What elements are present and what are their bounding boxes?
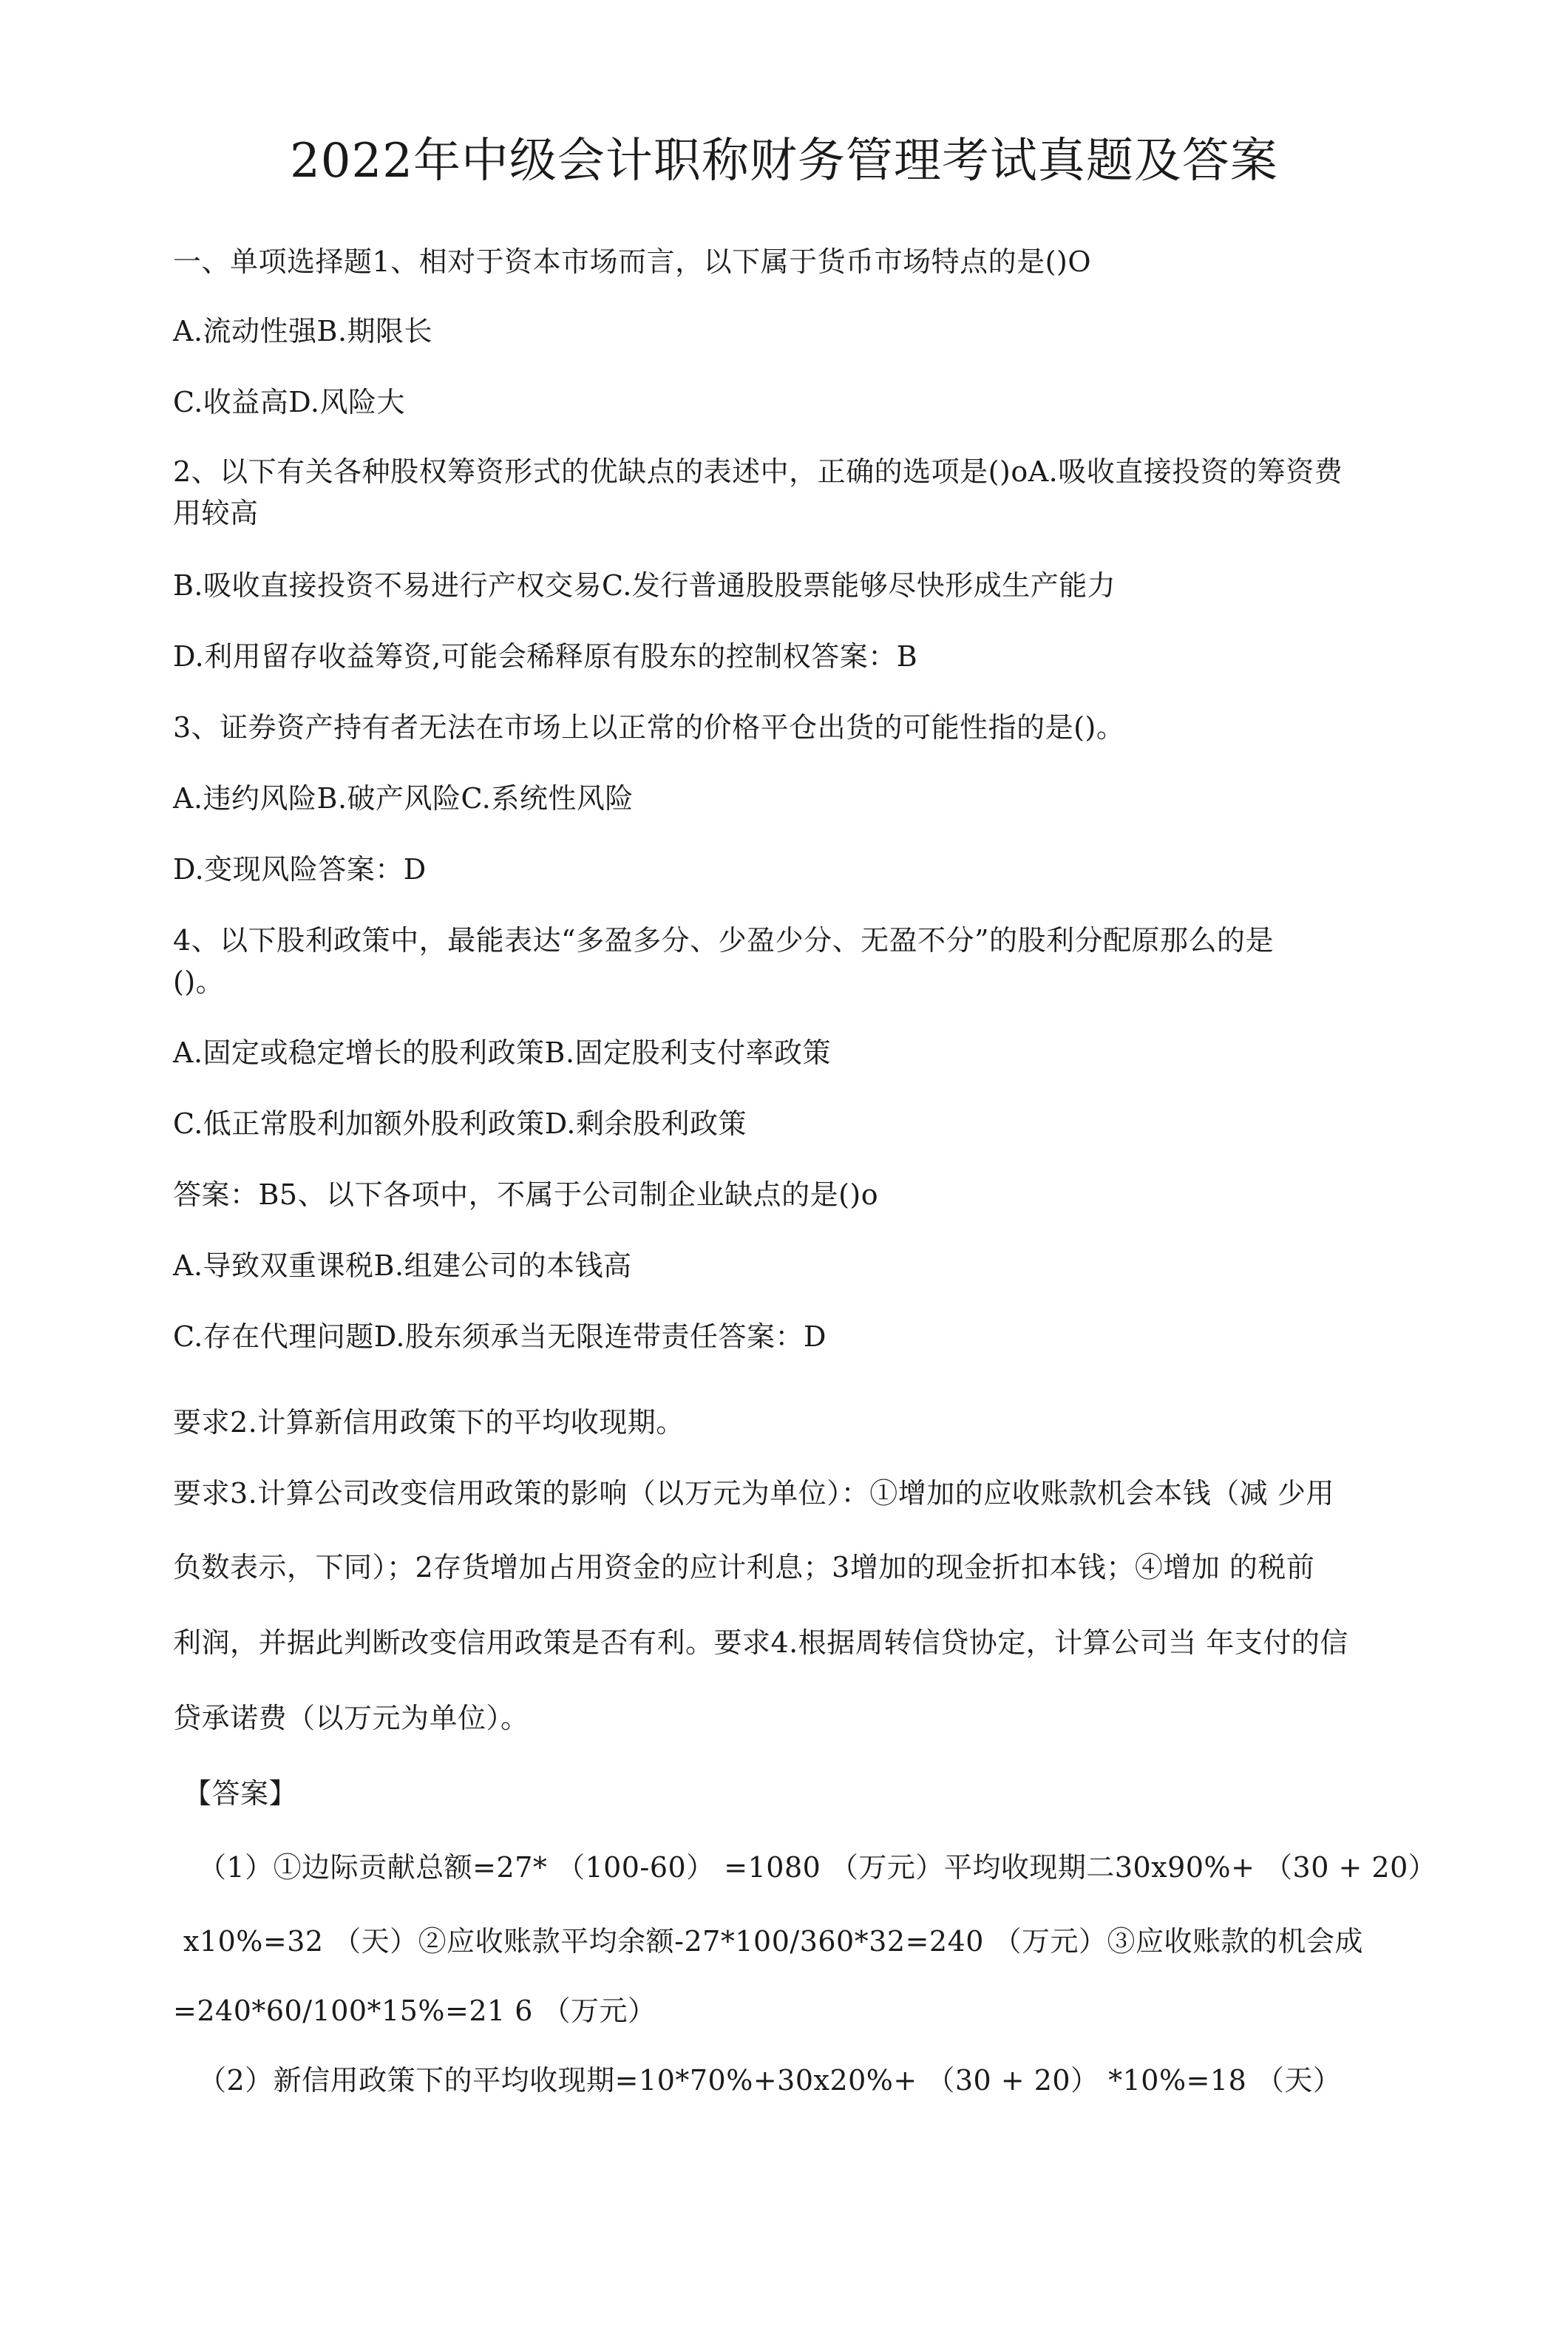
answer-1-line-3: =240*60/100*15%=21 6 （万元） <box>173 1995 656 2027</box>
question-5-stem: 答案：B5、以下各项中，不属于公司制企业缺点的是()o <box>173 1178 879 1211</box>
question-4-stem-cont: ()。 <box>173 965 225 998</box>
answer-heading: 【答案】 <box>183 1777 298 1810</box>
requirement-4-line: 贷承诺费（以万元为单位）。 <box>173 1702 529 1734</box>
answer-1-line-1: （1）①边际贡献总额=27* （100-60） =1080 （万元）平均收现期二30x90%+ （30 + 20） <box>198 1851 1437 1884</box>
question-3-option-d-answer: D.变现风险答案：D <box>173 853 427 886</box>
requirement-3-line-2: 负数表示，下同）；2存货增加占用资金的应计利息；3增加的现金折扣本钱；④增加 的税前 <box>173 1551 1315 1584</box>
question-5-options-ab: A.导致双重课税B.组建公司的本钱高 <box>173 1249 632 1282</box>
question-4-options-ab: A.固定或稳定增长的股利政策B.固定股利支付率政策 <box>173 1036 832 1069</box>
question-2-options-bc: B.吸收直接投资不易进行产权交易C.发行普通股股票能够尽快形成生产能力 <box>173 569 1116 602</box>
question-5-options-cd-answer: C.存在代理问题D.股东须承当无限连带责任答案：D <box>173 1320 827 1353</box>
question-2-stem: 2、以下有关各种股权筹资形式的优缺点的表述中，正确的选项是()oA.吸收直接投资的筹资费 <box>173 455 1343 488</box>
question-4-stem: 4、以下股利政策中，最能表达“多盈多分、少盈少分、无盈不分”的股利分配原那么的是 <box>173 924 1275 957</box>
requirement-3-line-3: 利润，并据此判断改变信用政策是否有利。要求4.根据周转信贷协定，计算公司当 年支付的信 <box>173 1626 1348 1659</box>
question-1-options-cd: C.收益高D.风险大 <box>173 386 405 418</box>
answer-2-line: （2）新信用政策下的平均收现期=10*70%+30x20%+ （30 + 20） *10%=18 （天） <box>198 2064 1342 2097</box>
document-title: 2022年中级会计职称财务管理考试真题及答案 <box>290 134 1278 189</box>
question-1-options-ab: A.流动性强B.期限长 <box>173 315 433 347</box>
requirement-2: 要求2.计算新信用政策下的平均收现期。 <box>173 1406 685 1439</box>
question-2-stem-cont: 用较高 <box>173 497 259 529</box>
question-3-stem: 3、证券资产持有者无法在市场上以正常的价格平仓出货的可能性指的是()。 <box>173 711 1125 744</box>
question-3-options-abc: A.违约风险B.破产风险C.系统性风险 <box>173 782 634 815</box>
question-2-option-d-answer: D.利用留存收益筹资,可能会稀释原有股东的控制权答案：B <box>173 640 918 673</box>
answer-1-line-2: x10%=32 （天）②应收账款平均余额-27*100/360*32=240 （万元）③应收账款的机会成 <box>183 1925 1364 1958</box>
question-4-options-cd: C.低正常股利加额外股利政策D.剩余股利政策 <box>173 1107 747 1140</box>
requirement-3-line-1: 要求3.计算公司改变信用政策的影响（以万元为单位）：①增加的应收账款机会本钱（减 少用 <box>173 1477 1334 1510</box>
question-1-stem: 一、单项选择题1、相对于资本市场而言，以下属于货币市场特点的是()O <box>173 245 1091 278</box>
